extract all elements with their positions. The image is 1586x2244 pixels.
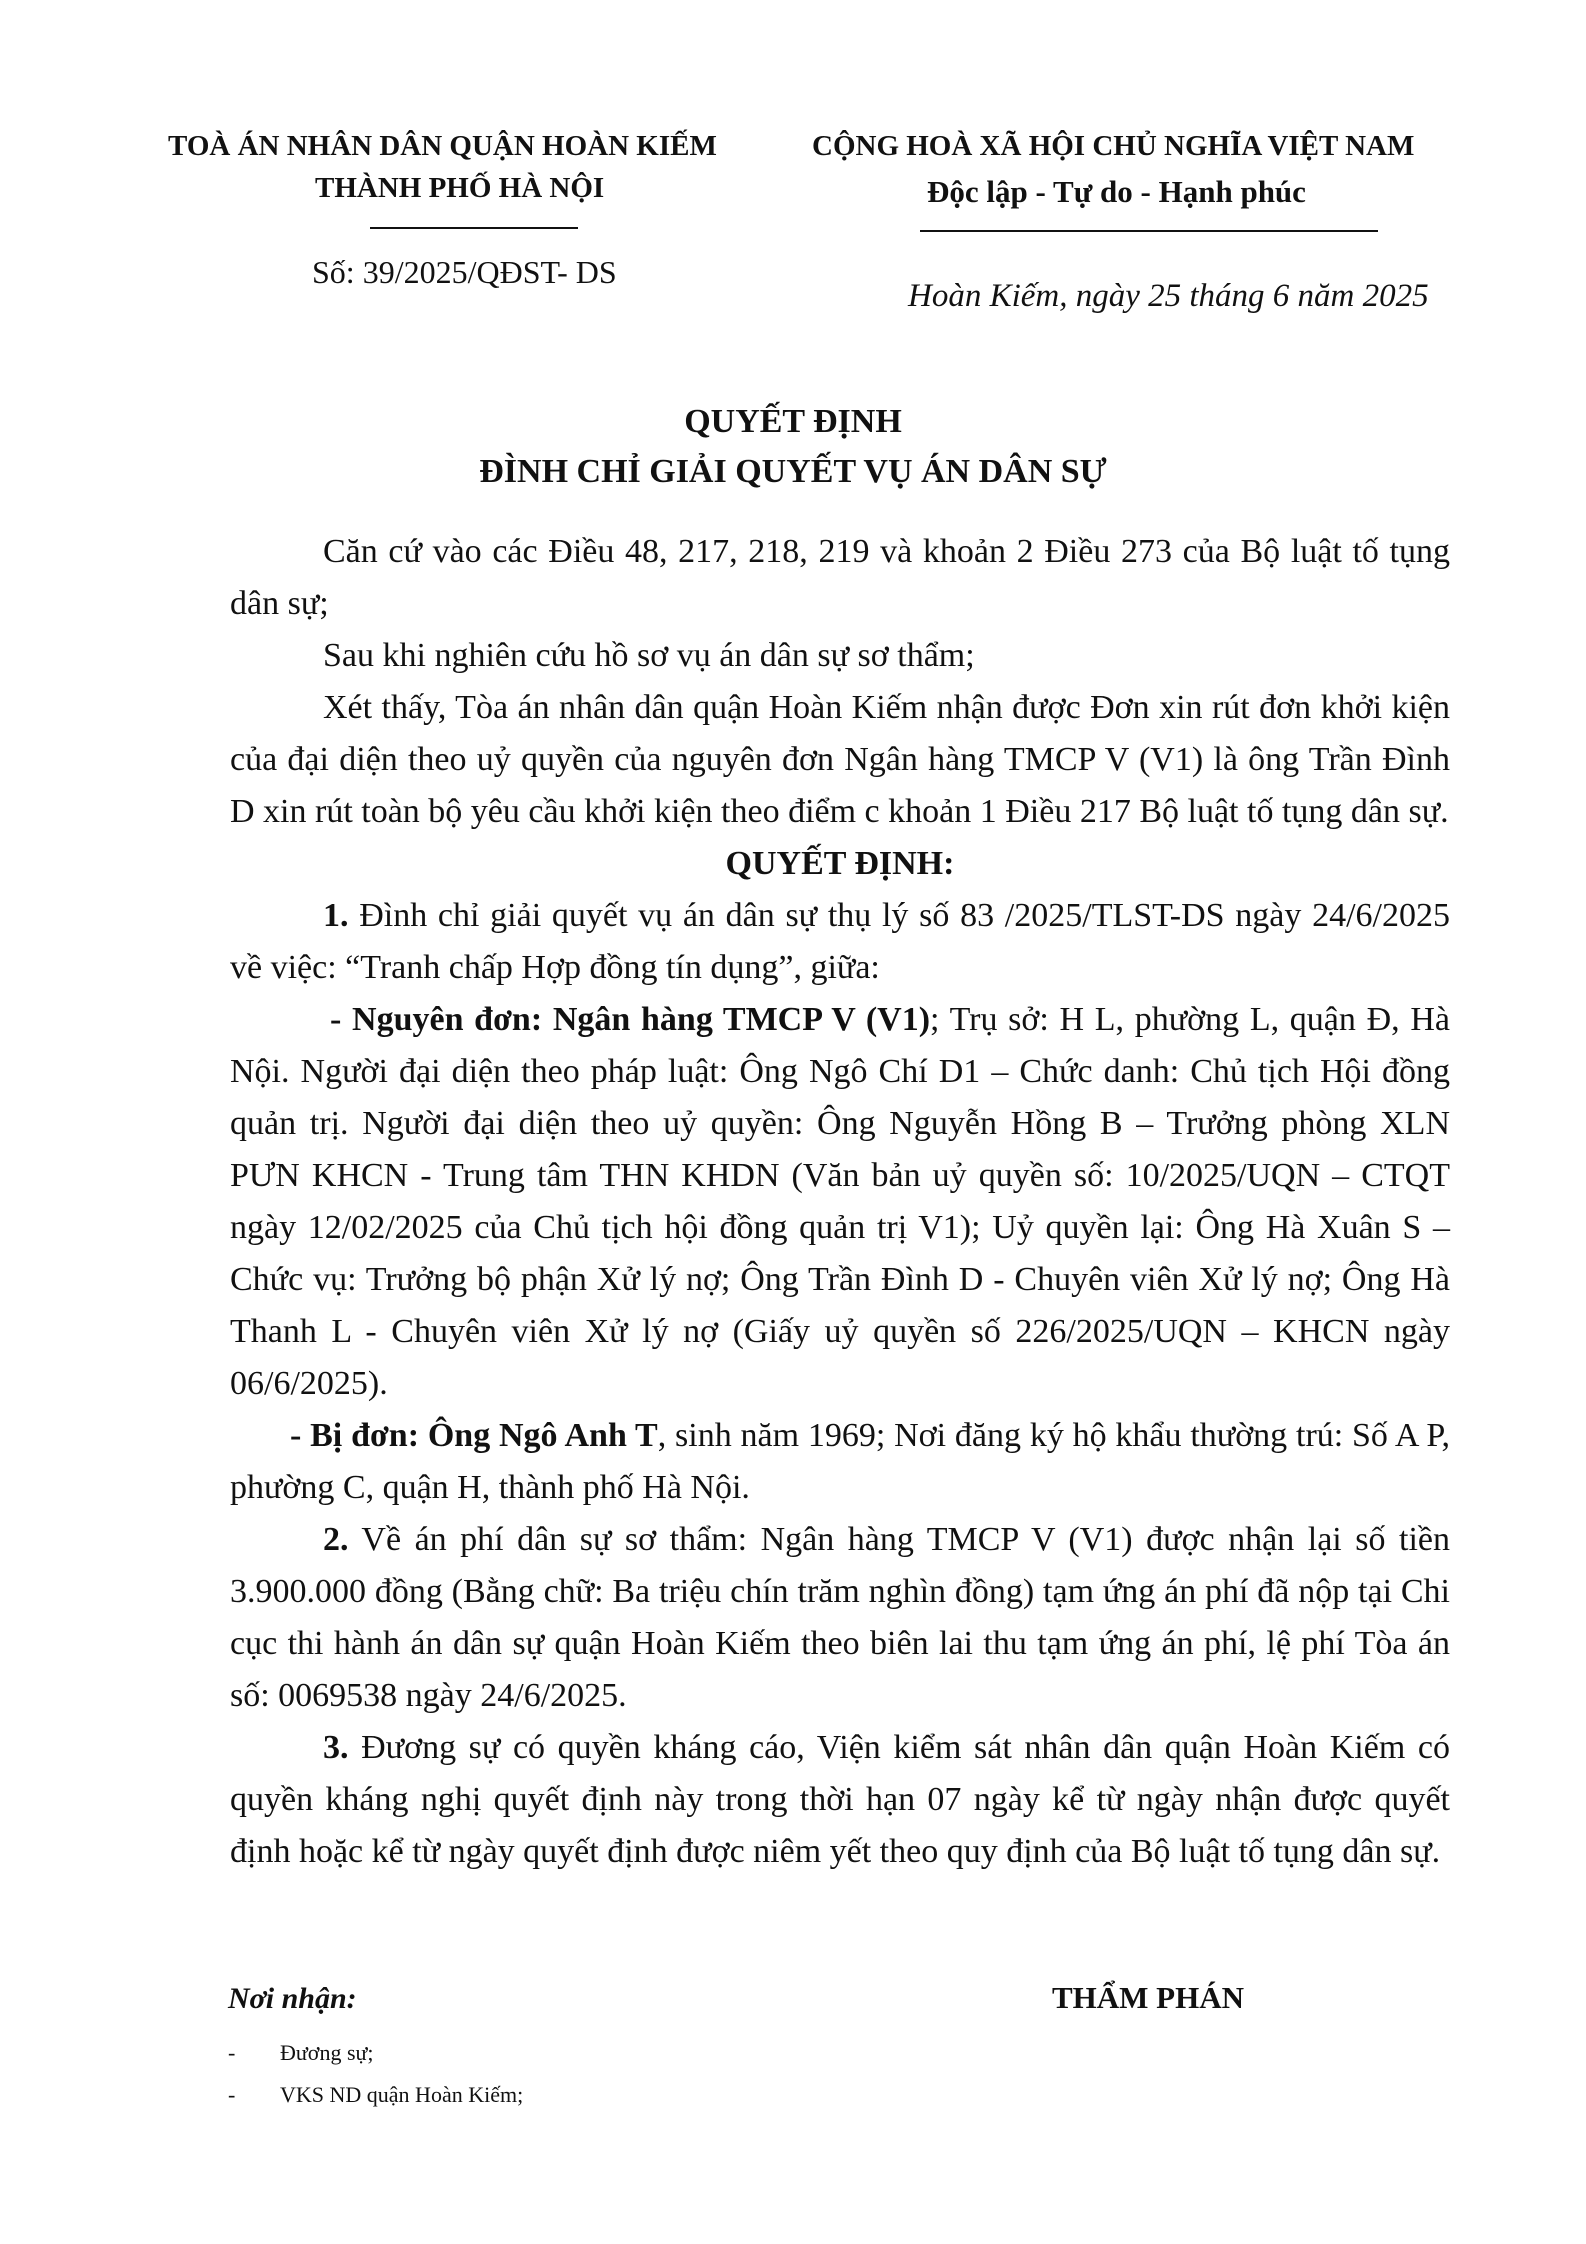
plaintiff-details: ; Trụ sở: H L, phường L, quận Đ, Hà Nội. Người đại diện theo pháp luật: Ông Ngô Chí D1 – Chức danh: Chủ tịch Hội đồng quản trị. Người đại diện theo uỷ quyền: Ông Nguyễn Hồng B – Trưởng phòng XLN PƯN KHCN - Trung tâm THN KHDN (Văn bản uỷ quyền số: 10/2025/UQN – CTQT ngày 12/02/2025 của Chủ tịch hội đồng quản trị V1); Uỷ quyền lại: Ông Hà Xuân S – Chức vụ: Trưởng bộ phận Xử lý nợ; Ông Trần Đình D - Chuyên viên Xử lý nợ; Ông Hà Thanh L - Chuyên viên Xử lý nợ (Giấy uỷ quyền số 226/2025/UQN – KHCN ngày 06/6/2025). [230,1001,1450,1402]
nation-name: CỘNG HOÀ XÃ HỘI CHỦ NGHĨA VIỆT NAM [812,130,1415,162]
court-city: THÀNH PHỐ HÀ NỘI [315,172,605,204]
legal-basis-paragraph: Căn cứ vào các Điều 48, 217, 218, 219 và khoản 2 Điều 273 của Bộ luật tố tụng dân sự; [230,533,1450,622]
court-underline [370,227,578,229]
recipients-label: Nơi nhận: [228,1982,357,2015]
signer-title: THẨM PHÁN [1052,1980,1245,2015]
review-paragraph: Sau khi nghiên cứu hồ sơ vụ án dân sự sơ thẩm; [323,637,975,674]
item-2-text: Về án phí dân sự sơ thẩm: Ngân hàng TMCP V (V1) được nhận lại số tiền 3.900.000 đồng (Bằng chữ: Ba triệu chín trăm nghìn đồng) tạm ứng án phí đã nộp tại Chi cục thi hành án dân sự quận Hoàn Kiếm theo biên lai thu tạm ứng án phí, lệ phí Tòa án số: 0069538 ngày 24/6/2025. [230,1521,1450,1714]
bullet: - [228,2040,236,2065]
recipient-text: Đương sự; [280,2040,374,2065]
plaintiff-paragraph [230,994,1450,1410]
item-1-text: Đình chỉ giải quyết vụ án dân sự thụ lý số 83 /2025/TLST-DS ngày 24/6/2025 về việc: “Tranh chấp Hợp đồng tín dụng”, giữa: [230,897,1450,986]
item-2-number: 2. [323,1521,349,1558]
decision-item-2 [230,1514,1450,1722]
document-title: QUYẾT ĐỊNH [684,403,902,440]
defendant-label: - Bị đơn: Ông Ngô Anh T [290,1417,658,1454]
document-number: Số: 39/2025/QĐST- DS [312,254,617,290]
nation-motto: Độc lập - Tự do - Hạnh phúc [927,174,1306,209]
motto-underline [920,230,1378,232]
decision-item-1 [230,890,1450,994]
recipient-text: VKS ND quận Hoàn Kiếm; [280,2082,524,2107]
defendant-paragraph [230,1410,1450,1514]
place-date: Hoàn Kiếm, ngày 25 tháng 6 năm 2025 [908,278,1429,314]
item-3-text: Đương sự có quyền kháng cáo, Viện kiểm sát nhân dân quận Hoàn Kiếm có quyền kháng nghị quyết định này trong thời hạn 07 ngày kể từ ngày nhận được quyết định hoặc kể từ ngày quyết định được niêm yết theo quy định của Bộ luật tố tụng dân sự. [230,1729,1450,1870]
item-3-number: 3. [323,1729,349,1766]
finding-paragraph: Xét thấy, Tòa án nhân dân quận Hoàn Kiếm nhận được Đơn xin rút đơn khởi kiện của đại diện theo uỷ quyền của nguyên đơn Ngân hàng TMCP V (V1) là ông Trần Đình D xin rút toàn bộ yêu cầu khởi kiện theo điểm c khoản 1 Điều 217 Bộ luật tố tụng dân sự. [230,689,1450,830]
document-body [230,526,1450,1878]
decision-item-3 [230,1722,1450,1878]
document-subtitle: ĐÌNH CHỈ GIẢI QUYẾT VỤ ÁN DÂN SỰ [479,453,1107,490]
item-1-number: 1. [323,897,349,934]
court-name: TOÀ ÁN NHÂN DÂN QUẬN HOÀN KIẾM [168,130,717,162]
bullet: - [228,2082,236,2107]
recipient-item [228,2082,524,2108]
recipient-item [228,2040,374,2066]
plaintiff-label: - Nguyên đơn: Ngân hàng TMCP V (V1) [330,1001,931,1038]
defendant-details: , sinh năm 1969; Nơi đăng ký hộ khẩu thường trú: Số A P, phường C, quận H, thành phố Hà Nội. [230,1417,1450,1506]
decision-heading: QUYẾT ĐỊNH: [725,845,955,882]
